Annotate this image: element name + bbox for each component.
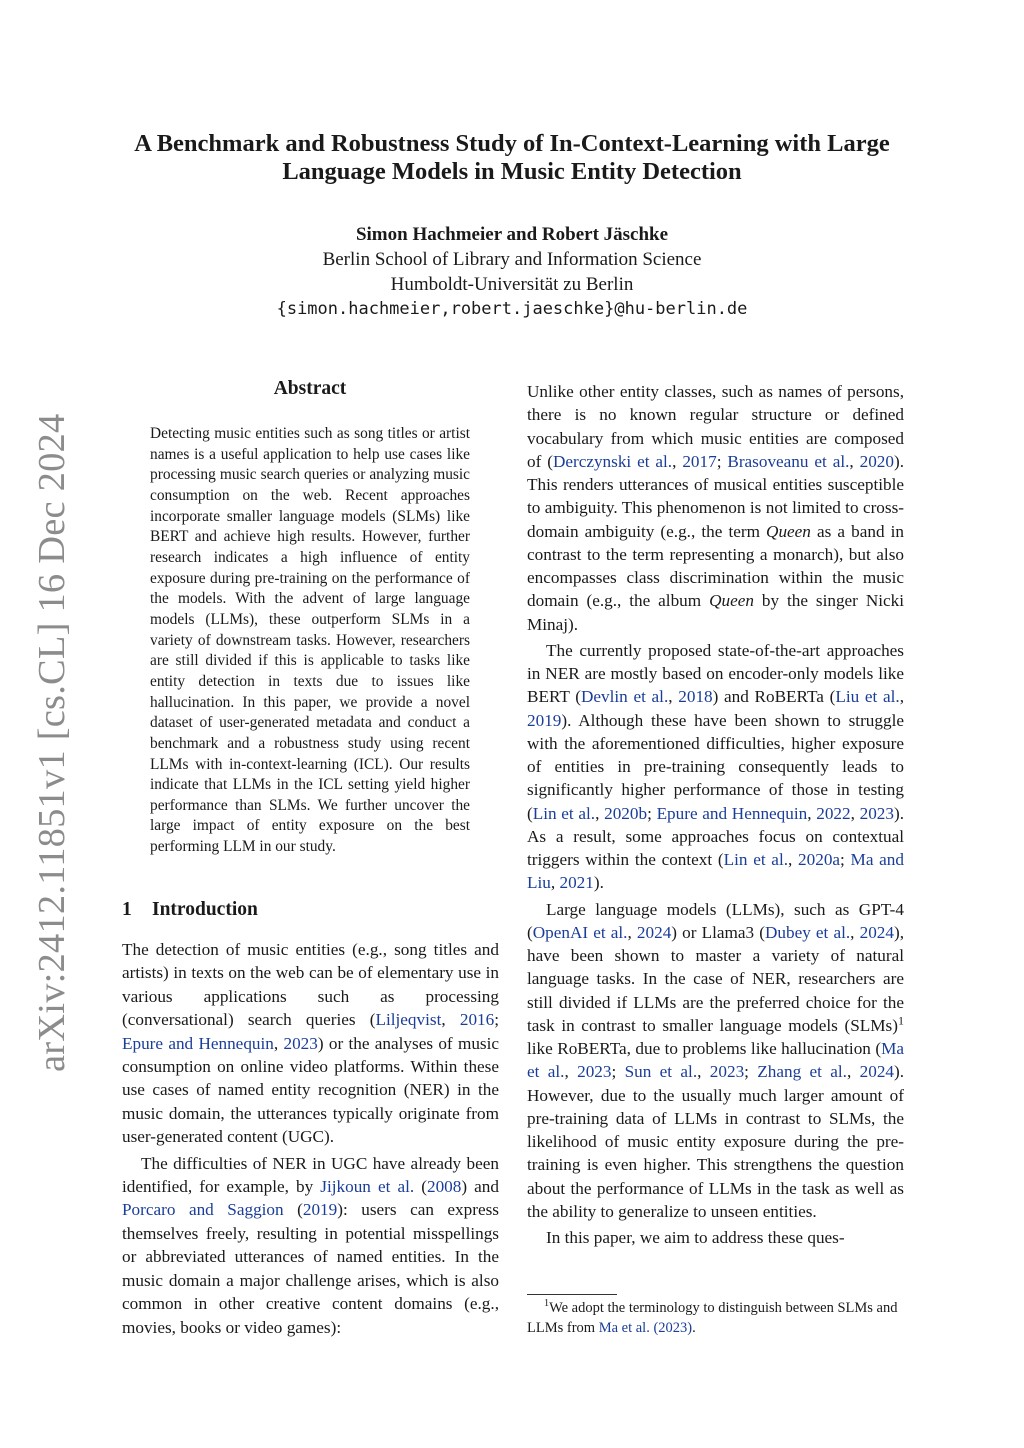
footnote-marker[interactable]: 1 xyxy=(897,1013,904,1028)
citation-link[interactable]: 2023 xyxy=(283,1033,318,1053)
title-line-1: A Benchmark and Robustness Study of In-Context-Learning with Large xyxy=(134,130,890,157)
citation-link[interactable]: Ma et al. xyxy=(527,1039,904,1082)
abstract-heading: Abstract xyxy=(273,378,347,399)
citation-link[interactable]: 2023 xyxy=(709,1062,745,1082)
citation-link[interactable]: 2018 xyxy=(678,687,713,707)
right-column-body xyxy=(527,380,904,1249)
right-paragraph-3: Large language models (LLMs), such as GPT-4 (OpenAI et al., 2024) or Llama3 (Dubey et al., 2024), have been shown to master a variety of natural language tasks. In the case of NER, researchers are still divided if LLMs are the preferred choice for the task in contrast to smaller language models (SLMs)$^1$ like RoBERTa, due to problems like hallucination (Ma et al., 2023; Sun et al., 2023; Zhang et al., 2024). However, due to the usually much larger amount of pre-training data of LLMs in contrast to SLMs, the likelihood of music entity exposure during the pre-training is even higher. This strengthens the question about the performance of LLMs in the task as well as the ability to generalize to unseen entities. xyxy=(527,899,905,1221)
author-block xyxy=(120,222,904,322)
citation-link[interactable]: 2019 xyxy=(527,710,562,730)
citation-link[interactable]: Sun et al. xyxy=(624,1062,698,1082)
footnote-number: 1 xyxy=(544,1298,550,1310)
intro-paragraph-1: The detection of music entities (e.g., song titles and artists) in texts on the web can be of elementary use in various applications such as processing (conversational) search queries (Liljeqvist, 2016; Epure and Hennequin, 2023) or the analyses of music consumption on online video platforms. Within these use cases of named entity recognition (NER) in the music domain, the utterances typically originate from user-generated content (UGC). xyxy=(122,940,500,1147)
citation-link[interactable]: 2020b xyxy=(604,803,648,823)
affiliation-school: Berlin School of Library and Information Science xyxy=(322,249,702,270)
affiliation-university: Humboldt-Universität zu Berlin xyxy=(390,274,634,295)
section-number: 1 xyxy=(122,899,132,920)
italic-term: Queen xyxy=(709,591,754,611)
italic-term: Queen xyxy=(766,521,811,541)
citation-link[interactable]: Derczynski et al. xyxy=(552,451,673,471)
citation-link[interactable]: 2017 xyxy=(682,451,717,471)
citation-link[interactable]: Brasoveanu et al. xyxy=(727,451,850,471)
left-column-body xyxy=(122,938,499,1339)
title-line-2: Language Models in Music Entity Detection xyxy=(282,158,742,185)
citation-link[interactable]: Ma and Liu xyxy=(527,850,904,893)
intro-paragraph-2: The difficulties of NER in UGC have already been identified, for example, by Jijkoun et al. (2008) and Porcaro and Saggion (2019): users can express themselves freely, resulting in potential misspellings or abbreviated utterances of named entities. In the music domain a major challenge arises, which is also common in other creative content domains (e.g., movies, books or video games): xyxy=(122,1153,499,1337)
citation-link[interactable]: 2023 xyxy=(859,803,894,823)
citation-link[interactable]: 2008 xyxy=(426,1177,462,1197)
citation-link[interactable]: 2021 xyxy=(559,873,594,893)
citation-link[interactable]: Jijkoun et al. xyxy=(320,1177,415,1197)
citation-link[interactable]: 2023 xyxy=(577,1062,612,1082)
citation-link[interactable]: Liljeqvist xyxy=(375,1010,442,1030)
section-title: Introduction xyxy=(152,899,258,920)
citation-link[interactable]: 2022 xyxy=(816,803,851,823)
citation-link[interactable]: Liu et al. xyxy=(835,687,900,707)
right-paragraph-1: Unlike other entity classes, such as names of persons, there is no known regular structure or defined vocabulary from which music entities are composed of (Derczynski et al., 2017; Brasoveanu et al., 2020). This renders utterances of musical entities susceptible to ambiguity. This phenomenon is not limited to cross-domain ambiguity (e.g., the term Queen as a band in contrast to the term representing a monarch), but also encompasses class discrimination within the music domain (e.g., the album Queen by the singer Nicki Minaj). xyxy=(527,382,905,634)
author-names: Simon Hachmeier and Robert Jäschke xyxy=(355,224,669,245)
citation-link[interactable]: Lin et al. xyxy=(723,850,789,869)
citation-link[interactable]: Porcaro and Saggion xyxy=(122,1200,284,1220)
citation-link[interactable]: Ma et al. (2023) xyxy=(598,1320,693,1336)
right-paragraph-4: In this paper, we aim to address these ques- xyxy=(546,1228,845,1247)
right-paragraph-2: The currently proposed state-of-the-art approaches in NER are mostly based on encoder-only models like BERT (Devlin et al., 2018) and RoBERTa (Liu et al., 2019). Although these have been shown to struggle with the aforementioned difficulties, higher exposure of entities in pre-training consequently leads to significantly higher performance of those in testing (Lin et al., 2020b; Epure and Hennequin, 2022, 2023). As a result, some approaches focus on contextual triggers within the context (Lin et al., 2020a; Ma and Liu, 2021). xyxy=(527,640,905,893)
author-email[interactable]: {simon.hachmeier,robert.jaeschke}@hu-berlin.de xyxy=(276,299,748,319)
citation-link[interactable]: Dubey et al. xyxy=(764,922,851,942)
abstract-text: Detecting music entities such as song titles or artist names is a useful application to help use cases like processing music search queries or analyzing music consumption on the web. Recent approaches incorporate smaller language models (SLMs) like BERT and achieve high results. However, further research indicates a high influence of entity exposure during pre-training on the performance of the models. With the advent of large language models (LLMs), these outperform SLMs in a variety of downstream tasks. However, researchers are still divided if this is applicable to tasks like entity detection in texts due to issues like hallucination. In this paper, we provide a novel dataset of user-generated metadata and conduct a benchmark and a robustness study using recent LLMs with in-context-learning (ICL). Our results indicate that LLMs in the ICL setting yield higher performance than SLMs. We further uncover the large impact of entity exposure on the best performing LLM in our study. xyxy=(150,425,470,856)
citation-link[interactable]: 2020 xyxy=(859,451,894,471)
footnote-divider xyxy=(527,1294,617,1295)
citation-link[interactable]: 2020a xyxy=(798,850,841,869)
citation-link[interactable]: Epure and Hennequin xyxy=(656,803,808,823)
citation-link[interactable]: 2024 xyxy=(636,922,672,942)
citation-link[interactable]: 2024 xyxy=(859,922,894,942)
citation-link[interactable]: Devlin et al. xyxy=(581,687,669,707)
arxiv-stamp: arXiv:2412.11851v1 [cs.CL] 16 Dec 2024 xyxy=(31,413,73,1072)
paper-title xyxy=(120,130,904,186)
citation-link[interactable]: Epure and Hennequin xyxy=(122,1033,274,1053)
citation-link[interactable]: 2016 xyxy=(459,1010,495,1030)
citation-link[interactable]: 2024 xyxy=(859,1062,894,1082)
citation-link[interactable]: Lin et al. xyxy=(532,803,596,823)
citation-link[interactable]: 2019 xyxy=(302,1200,338,1220)
section-heading-introduction xyxy=(122,899,258,921)
citation-link[interactable]: Zhang et al. xyxy=(757,1062,847,1082)
footnote: $^1$We adopt the terminology to distinguish between SLMs and LLMs from Ma et al. (2023). xyxy=(527,1298,898,1336)
citation-link[interactable]: OpenAI et al. xyxy=(532,922,628,942)
